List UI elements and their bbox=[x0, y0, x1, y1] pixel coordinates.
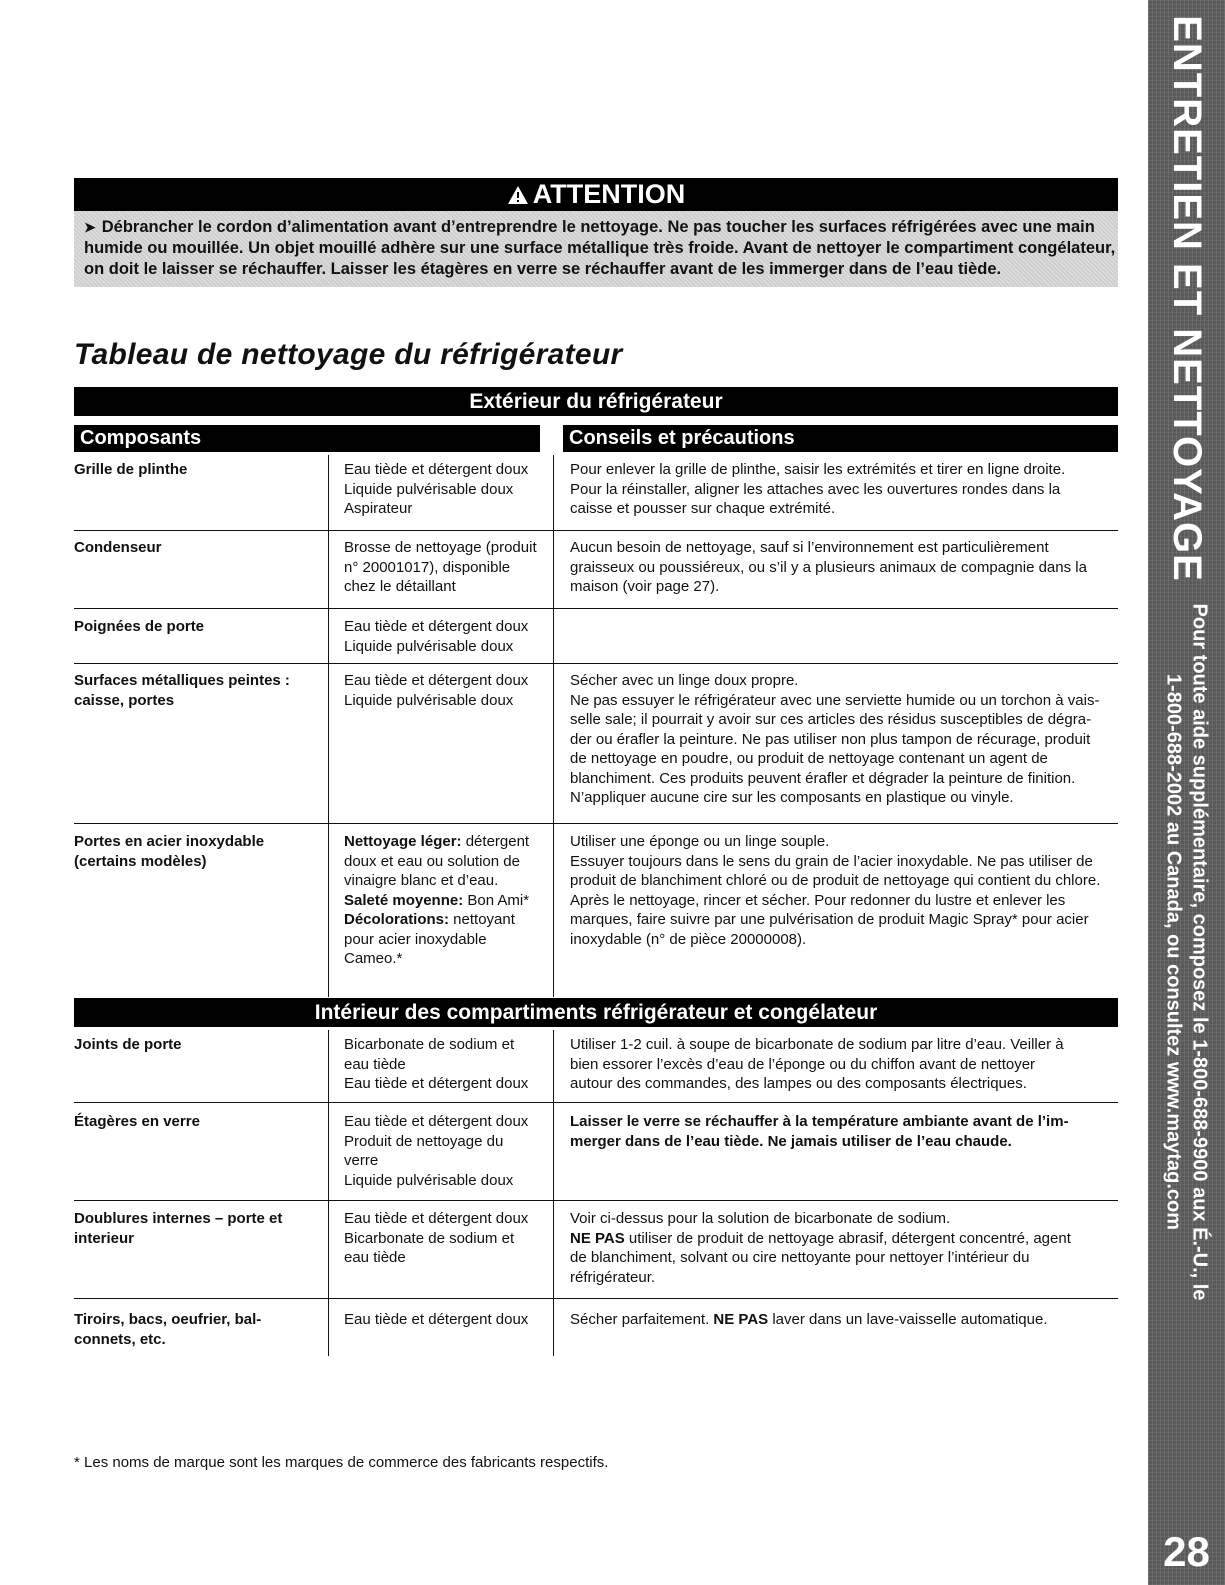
table-row: Joints de porte Bicarbonate de sodium et eau tiède Eau tiède et détergent doux Utiliser 1-2 cuil. à soupe de bicarbonate de sodium par litre d’eau. Veiller à bien essorer l’excès d’eau de l’éponge ou du chiffon avant de nettoyer autour des commandes, des lampes ou des composants électriques. bbox=[74, 1035, 1118, 1103]
table-row: Poignées de porte Eau tiède et détergent doux Liquide pulvérisable doux bbox=[74, 617, 1118, 664]
page-number: 28 bbox=[1163, 1528, 1210, 1575]
attention-line-2: humide ou mouillée. Un objet mouillé adhère sur une surface métallique très froide. Avant de nettoyer le compartiment congélateur, bbox=[84, 239, 1116, 257]
table-row: Doublures internes – porte et interieur Eau tiède et détergent doux Bicarbonate de sodium et eau tiède Voir ci-dessus pour la solution de bicarbonate de sodium. NE PAS utiliser de produit de nettoyage abrasif, détergent concentré, agent de blanchiment, solvant ou cire nettoyante pour nettoyer l’intérieur du réfrigérateur. bbox=[74, 1209, 1118, 1299]
table-row: Grille de plinthe Eau tiède et détergent doux Liquide pulvérisable doux Aspirateur Pour enlever la grille de plinthe, saisir les extrémités et tirer en ligne droite. Pour la réinstaller, aligner les attaches avec les ouvertures rondes dans la caisse et pousser sur chaque extrémité. bbox=[74, 460, 1118, 531]
footnote: * Les noms de marque sont les marques de commerce des fabricants respectifs. bbox=[74, 1454, 609, 1471]
warning-triangle-icon bbox=[507, 185, 529, 205]
table-row: Étagères en verre Eau tiède et détergent doux Produit de nettoyage du verre Liquide pulvérisable doux Laisser le verre se réchauffer à la température ambiante avant de l’im- merger dans de l’eau tiède. Ne jamais utiliser de l’eau chaude. bbox=[74, 1112, 1118, 1201]
attention-line-3: on doit le laisser se réchauffer. Laisser les étagères en verre se réchauffer avant de les immerger dans de l’eau tiède. bbox=[84, 260, 1002, 278]
sidebar-help-wrap bbox=[1148, 603, 1225, 1301]
page-title: Tableau de nettoyage du réfrigérateur bbox=[74, 338, 623, 371]
attention-line-1: ➤ Débrancher le cordon d’alimentation avant d’entreprendre le nettoyage. Ne pas toucher les surfaces réfrigérées avec une main bbox=[84, 218, 1095, 236]
section-sidebar bbox=[1148, 0, 1225, 1585]
interior-section-header: Intérieur des compartiments réfrigérateur et congélateur bbox=[74, 998, 1118, 1027]
attention-header bbox=[74, 178, 1118, 211]
attention-text bbox=[84, 217, 1114, 280]
col-header-components: Composants bbox=[74, 425, 540, 452]
col-header-advice: Conseils et précautions bbox=[563, 425, 1118, 452]
sidebar-help-line-2: 1-800-688-2002 au Canada, ou consultez www.maytag.com bbox=[1162, 673, 1185, 1231]
table-row: Tiroirs, bacs, oeufrier, bal- connets, etc. Eau tiède et détergent doux Sécher parfaitement. NE PAS laver dans un lave-vaisselle automatique. bbox=[74, 1311, 1048, 1348]
sidebar-title-wrap bbox=[1148, 14, 1225, 582]
sidebar-title: ENTRETIEN ET NETTOYAGE bbox=[1165, 14, 1209, 582]
table-row: Portes en acier inoxydable (certains modèles) Nettoyage léger: détergent doux et eau ou solution de vinaigre blanc et d’eau. Saleté moyenne: Bon Ami* Décolorations: nettoyant pour acier inoxydable Cameo.* Utiliser une éponge ou un linge souple. Essuyer toujours dans le sens du grain de l’acier inoxydable. Ne pas utiliser de produit de blanchiment chloré ou de produit de nettoyage qui contient du chlore. Après le nettoyage, rincer et sécher. Pour redonner du lustre et enlever les marques, faire suivre par une pulvérisation de produit Magic Spray* pour acier inoxydable (n° de pièce 20000008). bbox=[74, 833, 1101, 967]
sidebar-help-line-1: Pour toute aide supplémentaire, composez le 1-800-688-9900 aux É.-U., le bbox=[1188, 603, 1211, 1301]
arrow-bullet-icon: ➤ bbox=[84, 219, 96, 235]
sidebar-help bbox=[1161, 604, 1213, 1301]
exterior-section-header: Extérieur du réfrigérateur bbox=[74, 387, 1118, 416]
table-row: Condenseur Brosse de nettoyage (produit n° 20001017), disponible chez le détaillant Aucun besoin de nettoyage, sauf si l’environnement est particulièrement graisseux ou poussiéreux, ou s’il y a plusieurs animaux de compagnie dans la maison (voir page 27). bbox=[74, 538, 1118, 609]
attention-header-text: ATTENTION bbox=[532, 179, 686, 209]
table-row: Surfaces métalliques peintes : caisse, portes Eau tiède et détergent doux Liquide pulvérisable doux Sécher avec un linge doux propre. Ne pas essuyer le réfrigérateur avec une serviette humide ou un torchon à vais- selle sale; il pourrait y avoir sur ces articles des résidus susceptibles de dégra- der ou érafler la peinture. Ne pas utiliser non plus tampon de récurage, produit de nettoyage en poudre, ou produit de nettoyage contenant un agent de blanchiment. Ces produits peuvent érafler et dégrader la peinture de finition. N’appliquer aucune cire sur les composants en plastique ou vinyle. bbox=[74, 671, 1118, 824]
